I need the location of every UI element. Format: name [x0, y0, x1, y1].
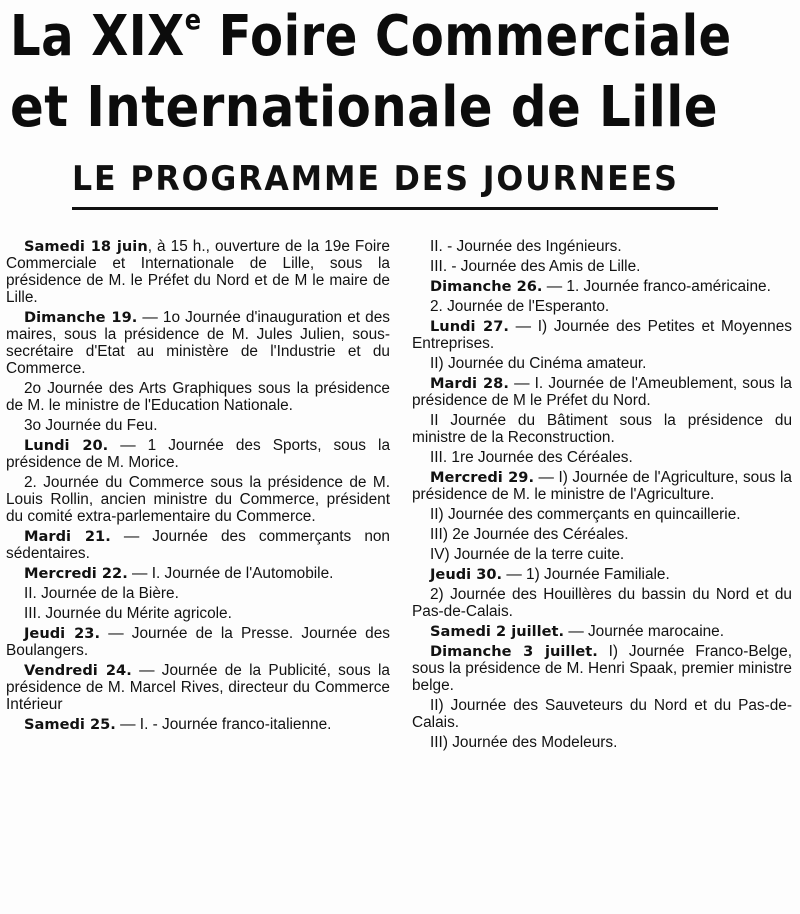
program-entry: [6, 625, 390, 659]
program-entry: [412, 623, 792, 640]
program-text: — 1 Journée des Sports, sous la présidence de M. Morice.: [6, 437, 391, 471]
program-day: Samedi 25.: [24, 716, 116, 733]
program-entry: [412, 526, 792, 543]
program-entry: [6, 437, 390, 471]
program-entry: [412, 506, 792, 523]
program-text: 2. Journée du Commerce sous la présidence de M. Louis Rollin, ancien ministre du Commerce, président du comité extra-parlementaire du Commerce.: [6, 474, 390, 525]
program-text: III) 2e Journée des Céréales.: [430, 526, 629, 543]
program-text: — 1) Journée Familiale.: [502, 566, 670, 583]
program-entry: [412, 586, 792, 620]
program-text: , à 15 h., ouverture de la 19e Foire Commerciale et Internationale de Lille, sous la présidence de M. le Préfet du Nord et de M le maire de Lille.: [6, 238, 390, 306]
program-text: II Journée du Bâtiment sous la présidence du ministre de la Reconstruction.: [412, 412, 792, 446]
headline-part-2: Foire Commerciale: [201, 4, 732, 69]
program-day: Dimanche 19.: [24, 309, 138, 326]
program-entry: [412, 546, 792, 563]
program-entry: [6, 716, 390, 733]
program-day: Dimanche 3 juillet.: [430, 643, 598, 660]
program-entry: [6, 417, 390, 434]
program-text: IV) Journée de la terre cuite.: [430, 546, 625, 563]
program-entry: [412, 734, 792, 751]
program-entry: [6, 474, 390, 525]
program-text: III. 1re Journée des Céréales.: [430, 449, 633, 466]
program-text: — I) Journée des Petites et Moyennes Entreprises.: [412, 318, 792, 352]
program-day: Samedi 18 juin: [24, 238, 148, 255]
program-text: II. Journée de la Bière.: [24, 585, 179, 602]
program-entry: [412, 449, 792, 466]
program-day: Mercredi 29.: [430, 469, 535, 486]
program-text: — Journée marocaine.: [564, 623, 725, 640]
program-text: — 1o Journée d'inauguration et des maires, sous la présidence de M. Jules Julien, sous-secrétaire d'Etat au ministère de l'Industrie et du Commerce.: [6, 309, 390, 377]
program-entry: [412, 566, 792, 583]
program-text: — Journée de la Publicité, sous la présidence de M. Marcel Rives, directeur du Commerce Intérieur: [6, 662, 390, 713]
program-text: — I. Journée de l'Ameublement, sous la présidence de M le Préfet du Nord.: [412, 375, 792, 409]
program-entry: [412, 258, 792, 275]
program-text: 2o Journée des Arts Graphiques sous la présidence de M. le ministre de l'Education Nationale.: [6, 380, 390, 414]
program-entry: [412, 697, 792, 731]
headline-superscript: e: [184, 3, 202, 36]
program-entry: [412, 298, 792, 315]
subheadline-rule: [72, 207, 718, 210]
program-text: 3o Journée du Feu.: [24, 417, 158, 434]
program-entry: [6, 565, 390, 582]
program-text: — I. - Journée franco-italienne.: [115, 716, 332, 733]
program-day: Mardi 28.: [430, 375, 509, 392]
headline-line-2: et Internationale de Lille: [10, 75, 719, 140]
program-day: Lundi 20.: [24, 437, 109, 454]
subheadline: LE PROGRAMME DES JOURNEES: [72, 159, 679, 199]
program-text: III) Journée des Modeleurs.: [430, 734, 618, 751]
program-day: Lundi 27.: [430, 318, 509, 335]
program-text: II) Journée des commerçants en quincaillerie.: [430, 506, 741, 523]
program-text: — Journée de la Presse. Journée des Boulangers.: [6, 625, 390, 659]
program-entry: [6, 585, 390, 602]
program-entry: [412, 643, 792, 694]
program-entry: [6, 605, 390, 622]
program-entry: [412, 318, 792, 352]
program-day: Mardi 21.: [24, 528, 111, 545]
program-text: 2) Journée des Houillères du bassin du Nord et du Pas-de-Calais.: [412, 586, 792, 620]
headline-part-1: La XIX: [10, 4, 185, 69]
program-day: Mercredi 22.: [24, 565, 128, 582]
program-entry: [6, 380, 390, 414]
program-entry: [412, 278, 792, 295]
program-text: — Journée des commerçants non sédentaires.: [6, 528, 390, 562]
program-text: I) Journée Franco-Belge, sous la présidence de M. Henri Spaak, premier ministre belge.: [412, 643, 792, 694]
program-entry: [6, 238, 390, 306]
program-text: III. - Journée des Amis de Lille.: [430, 258, 641, 275]
program-day: Dimanche 26.: [430, 278, 543, 295]
headline-line-1: [10, 3, 732, 69]
program-day: Vendredi 24.: [24, 662, 132, 679]
program-text: — 1. Journée franco-américaine.: [542, 278, 771, 295]
program-text: 2. Journée de l'Esperanto.: [430, 298, 610, 315]
program-text: II. - Journée des Ingénieurs.: [430, 238, 622, 255]
program-day: Jeudi 30.: [430, 566, 503, 583]
program-text: — I) Journée de l'Agriculture, sous la présidence de M. le ministre de l'Agriculture.: [412, 469, 792, 503]
program-text: III. Journée du Mérite agricole.: [24, 605, 232, 622]
left-column: [6, 238, 390, 736]
right-column: [412, 238, 792, 754]
program-entry: [412, 355, 792, 372]
program-text: II) Journée du Cinéma amateur.: [430, 355, 647, 372]
program-text: II) Journée des Sauveteurs du Nord et du Pas-de-Calais.: [412, 697, 792, 731]
program-entry: [412, 469, 792, 503]
program-day: Jeudi 23.: [24, 625, 101, 642]
program-entry: [412, 375, 792, 409]
program-entry: [412, 412, 792, 446]
program-entry: [6, 309, 390, 377]
program-text: — I. Journée de l'Automobile.: [127, 565, 334, 582]
program-entry: [6, 528, 390, 562]
program-entry: [412, 238, 792, 255]
program-entry: [6, 662, 390, 713]
program-day: Samedi 2 juillet.: [430, 623, 565, 640]
